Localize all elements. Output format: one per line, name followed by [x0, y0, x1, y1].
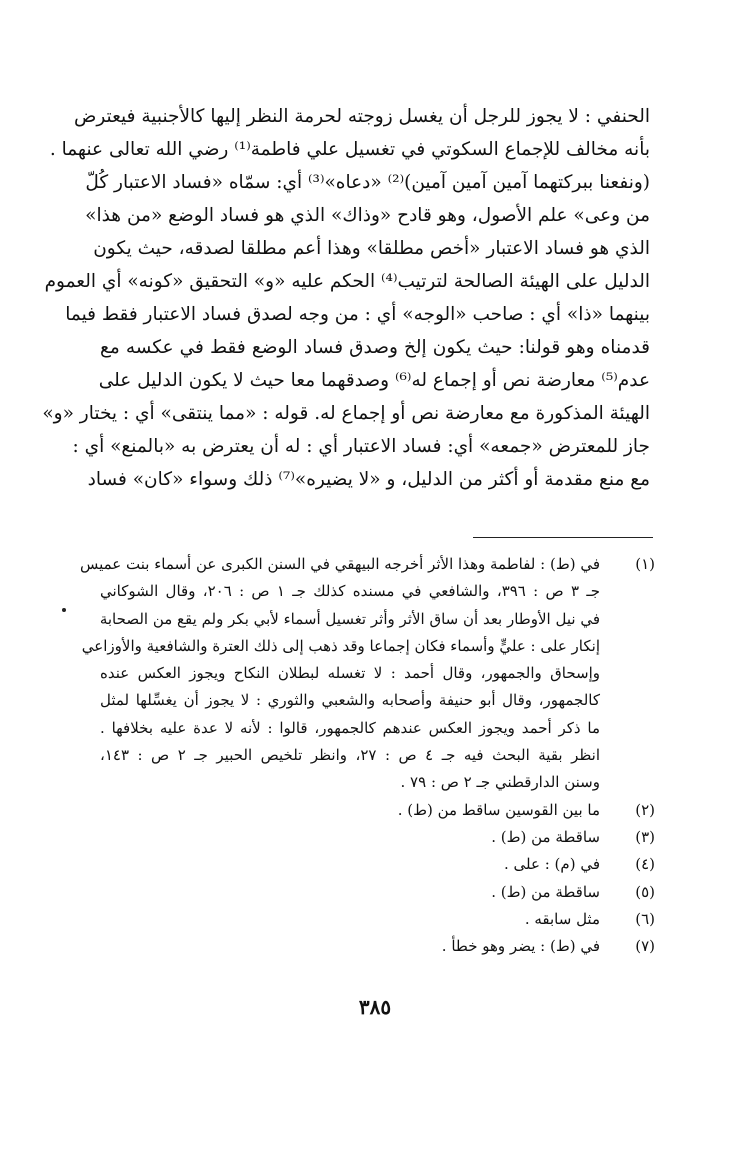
- main-text: [42, 100, 650, 496]
- footnote-line: مثل سابقه .: [524, 909, 600, 928]
- main-text-line: الهيئة المذكورة مع معارضة نص أو إجماع له. قوله : «مما ينتقى» أي : يختار «و»: [42, 403, 650, 424]
- main-text-line: الذي هو فساد الاعتبار «أخص مطلقا» وهذا أعم مطلقا لصدقه، حيث يكون: [93, 238, 650, 259]
- footnote-number: (٤): [635, 855, 655, 874]
- footnote: [100, 824, 655, 851]
- footnote-line: جـ ٣ ص : ٣٩٦، والشافعي في مسنده كذلك جـ ١ ص : ٢٠٦، وقال الشوكاني: [100, 582, 601, 601]
- footnote-number: (٥): [635, 882, 655, 901]
- footnote-number: (٧): [635, 937, 655, 956]
- main-text-line: عدم⁽⁵⁾ معارضة نص أو إجماع له⁽⁶⁾ وصدقهما معا حيث لا يكون الدليل على: [98, 370, 650, 391]
- footnotes: [79, 551, 655, 960]
- main-text-line: بينهما «ذا» أي : صاحب «الوجه» أي : من وجه لصدق فساد الاعتبار فقط فيما: [65, 304, 650, 325]
- footnote-line: في نيل الأوطار بعد أن ساق الأثر وأثر تغسيل أسماء لأبي بكر ولم يقع من الصحابة: [99, 609, 600, 628]
- footnote-number: (٢): [635, 800, 655, 819]
- main-text-line: (ونفعنا ببركتهما آمين آمين آمين)⁽²⁾ «دعاه»⁽³⁾ أي: سمّاه «فساد الاعتبار كُلّ: [85, 172, 650, 193]
- footnote-text: [100, 824, 600, 851]
- footnote-line: ساقطة من (ط) .: [491, 827, 600, 846]
- footnote-line: ما ذكر أحمد ويجوز العكس عندهم كالجمهور، قالوا : لأنه لا عدة عليه بخلافها .: [100, 718, 600, 737]
- footnote-number: (٣): [635, 827, 655, 846]
- footnote: [100, 906, 655, 933]
- footnote-line: ساقطة من (ط) .: [491, 882, 600, 901]
- footnote-line: كالجمهور، وقال أبو حنيفة وأصحابه والشعبي والثوري : لا يجوز أن يغسِّلها لمثل: [100, 691, 600, 710]
- footnote-number: (٦): [635, 909, 655, 928]
- footnote-text: [100, 879, 600, 906]
- main-text-line: جاز للمعترض «جمعه» أي: فساد الاعتبار أي : له أن يعترض به «بالمنع» أي :: [72, 436, 650, 457]
- main-text-line: قدمناه وهو قولنا: حيث يكون إلخ وصدق فساد الوضع فقط في عكسه مع: [100, 337, 650, 358]
- footnote-line: في (ط) : يضر وهو خطأ .: [441, 937, 600, 956]
- footnote-text: [79, 551, 601, 797]
- footnote-line: في (م) : على .: [504, 855, 600, 874]
- footnote-text: [100, 933, 600, 960]
- footnote: [100, 879, 655, 906]
- footnote-line: إنكار على : عليٍّ وأسماء فكان إجماعا وقد ذهب إلى ذلك العترة والشافعية والأوزاعي: [81, 636, 600, 655]
- footnote-text: [100, 851, 600, 878]
- main-text-line: بأنه مخالف للإجماع السكوتي في تغسيل علي فاطمة⁽¹⁾ رضي الله تعالى عنهما .: [49, 139, 650, 160]
- footnote-line: انظر بقية البحث فيه جـ ٤ ص : ٢٧، وانظر تلخيص الحبير جـ ٢ ص : ١٤٣،: [100, 746, 601, 765]
- main-text-line: الدليل على الهيئة الصالحة لترتيب⁽⁴⁾ الحكم عليه «و» التحقيق «كونه» أي العموم: [44, 271, 650, 292]
- stray-mark: [62, 608, 66, 612]
- main-text-line: من وعى» علم الأصول، وهو قادح «وذاك» الذي هو فساد الوضع «من هذا»: [85, 205, 650, 226]
- footnote: [100, 797, 655, 824]
- footnote-line: في (ط) : لفاطمة وهذا الأثر أخرجه البيهقي في السنن الكبرى عن أسماء بنت عميس: [79, 555, 600, 573]
- footnote-text: [100, 906, 600, 933]
- footnote-number: (١): [635, 555, 655, 573]
- footnote-text: [100, 797, 600, 824]
- footnote: [79, 551, 655, 797]
- footnote-line: ما بين القوسين ساقط من (ط) .: [397, 800, 600, 819]
- footnote: [100, 851, 655, 878]
- main-text-line: مع منع مقدمة أو أكثر من الدليل، و «لا يضيره»⁽⁷⁾ ذلك وسواء «كان» فساد: [87, 469, 650, 490]
- page-number: ٣٨٥: [358, 995, 392, 1019]
- footnote-line: وإسحاق والجمهور، وقال أحمد : لا تغسله لبطلان النكاح ويجوز العكس عنده: [100, 664, 600, 683]
- main-text-line: الحنفي : لا يجوز للرجل أن يغسل زوجته لحرمة النظر إليها كالأجنبية فيعترض: [73, 106, 650, 127]
- footnote: [100, 933, 655, 960]
- footnote-line: وسنن الدارقطني جـ ٢ ص : ٧٩ .: [400, 773, 600, 792]
- footnote-separator: [473, 537, 653, 538]
